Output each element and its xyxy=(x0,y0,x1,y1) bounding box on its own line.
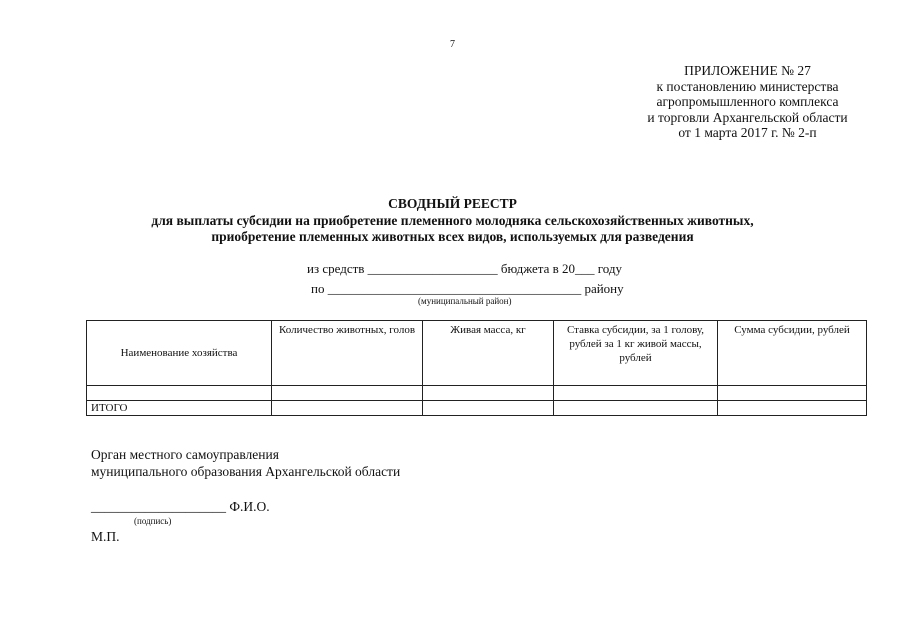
appendix-line: к постановлению министерства xyxy=(656,78,839,94)
title-heading: СВОДНЫЙ РЕЕСТР xyxy=(388,196,517,211)
district-line: по _______________________________________ району xyxy=(311,281,624,296)
title-line-2: приобретение племенных животных всех видов, используемых для разведения xyxy=(211,229,694,244)
total-label: ИТОГО xyxy=(87,401,272,416)
title-line-1: для выплаты субсидии на приобретение племенного молодняка сельскохозяйственных животных, xyxy=(151,212,754,228)
table-cell[interactable] xyxy=(272,386,423,401)
column-header-farm-name: Наименование хозяйства xyxy=(87,321,272,386)
table-cell[interactable] xyxy=(718,401,867,416)
table-cell[interactable] xyxy=(718,386,867,401)
signature-line: ____________________ Ф.И.О. xyxy=(91,499,270,514)
table-cell[interactable] xyxy=(272,401,423,416)
table-cell[interactable] xyxy=(423,386,554,401)
table-header-row xyxy=(87,321,867,386)
appendix-line: и торговли Архангельской области xyxy=(647,109,848,125)
registry-table xyxy=(86,320,867,416)
table-row xyxy=(87,386,867,401)
table-cell[interactable] xyxy=(87,386,272,401)
table-cell[interactable] xyxy=(423,401,554,416)
organization-block xyxy=(91,446,400,480)
appendix-line: от 1 марта 2017 г. № 2-п xyxy=(678,125,817,140)
org-line-2: муниципального образования Архангельской области xyxy=(91,464,401,479)
appendix-line: ПРИЛОЖЕНИЕ № 27 xyxy=(684,63,811,78)
column-header-live-weight: Живая масса, кг xyxy=(423,321,554,386)
district-caption: (муниципальный район) xyxy=(418,296,512,306)
table-cell[interactable] xyxy=(554,401,718,416)
column-header-animal-count: Количество животных, голов xyxy=(272,321,423,386)
table-total-row xyxy=(87,401,867,416)
column-header-subsidy-sum: Сумма субсидии, рублей xyxy=(718,321,867,386)
table-cell[interactable] xyxy=(554,386,718,401)
appendix-block xyxy=(580,63,905,141)
funds-line: из средств ____________________ бюджета в 20___ году xyxy=(307,261,623,276)
document-title xyxy=(0,196,905,246)
column-header-subsidy-rate: Ставка субсидии, за 1 голову, рублей за 1 кг живой массы, рублей xyxy=(554,321,718,386)
page-number: 7 xyxy=(450,39,455,50)
org-line-1: Орган местного самоуправления xyxy=(91,447,279,462)
appendix-line: агропромышленного комплекса xyxy=(656,94,839,109)
signature-caption: (подпись) xyxy=(134,516,172,526)
seal-mark: М.П. xyxy=(91,529,120,544)
